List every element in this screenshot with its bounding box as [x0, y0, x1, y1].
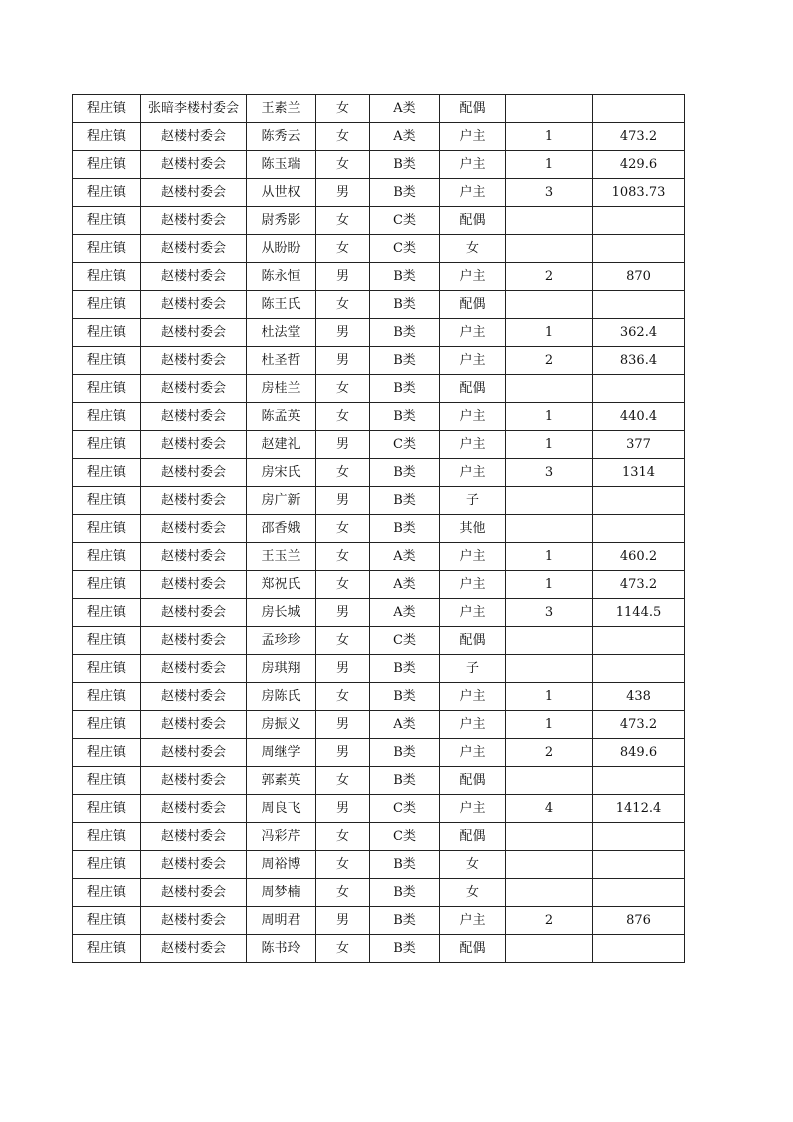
- gender-cell: 女: [316, 515, 370, 543]
- count-cell: 1: [506, 123, 593, 151]
- gender-cell: 女: [316, 571, 370, 599]
- relation-cell: 户主: [440, 347, 506, 375]
- village-cell: 赵楼村委会: [141, 515, 247, 543]
- count-cell: [506, 515, 593, 543]
- name-cell: 周裕博: [247, 851, 316, 879]
- category-cell: C类: [370, 235, 440, 263]
- table-row: [73, 683, 685, 711]
- amount-cell: 870: [593, 263, 685, 291]
- category-cell: B类: [370, 263, 440, 291]
- relation-cell: 户主: [440, 179, 506, 207]
- town-cell: 程庄镇: [73, 179, 141, 207]
- name-cell: 从世权: [247, 179, 316, 207]
- gender-cell: 女: [316, 95, 370, 123]
- name-cell: 尉秀影: [247, 207, 316, 235]
- count-cell: [506, 879, 593, 907]
- table-row: [73, 907, 685, 935]
- amount-cell: 460.2: [593, 543, 685, 571]
- town-cell: 程庄镇: [73, 543, 141, 571]
- category-cell: B类: [370, 767, 440, 795]
- gender-cell: 女: [316, 207, 370, 235]
- village-cell: 赵楼村委会: [141, 151, 247, 179]
- count-cell: [506, 487, 593, 515]
- gender-cell: 男: [316, 711, 370, 739]
- gender-cell: 女: [316, 235, 370, 263]
- category-cell: B类: [370, 683, 440, 711]
- amount-cell: 438: [593, 683, 685, 711]
- table-row: [73, 851, 685, 879]
- town-cell: 程庄镇: [73, 347, 141, 375]
- category-cell: A类: [370, 543, 440, 571]
- village-cell: 赵楼村委会: [141, 543, 247, 571]
- gender-cell: 女: [316, 683, 370, 711]
- village-cell: 赵楼村委会: [141, 263, 247, 291]
- relation-cell: 配偶: [440, 291, 506, 319]
- category-cell: B类: [370, 935, 440, 963]
- name-cell: 孟珍珍: [247, 627, 316, 655]
- amount-cell: 429.6: [593, 151, 685, 179]
- town-cell: 程庄镇: [73, 767, 141, 795]
- table-row: [73, 123, 685, 151]
- village-cell: 赵楼村委会: [141, 711, 247, 739]
- relation-cell: 配偶: [440, 823, 506, 851]
- village-cell: 赵楼村委会: [141, 655, 247, 683]
- table-row: [73, 515, 685, 543]
- table-row: [73, 207, 685, 235]
- count-cell: [506, 375, 593, 403]
- village-cell: 赵楼村委会: [141, 319, 247, 347]
- town-cell: 程庄镇: [73, 571, 141, 599]
- name-cell: 从盼盼: [247, 235, 316, 263]
- town-cell: 程庄镇: [73, 515, 141, 543]
- table-row: [73, 767, 685, 795]
- name-cell: 周明君: [247, 907, 316, 935]
- category-cell: B类: [370, 403, 440, 431]
- count-cell: 1: [506, 711, 593, 739]
- relation-cell: 户主: [440, 151, 506, 179]
- category-cell: B类: [370, 879, 440, 907]
- town-cell: 程庄镇: [73, 375, 141, 403]
- amount-cell: 362.4: [593, 319, 685, 347]
- table-row: [73, 263, 685, 291]
- gender-cell: 男: [316, 739, 370, 767]
- name-cell: 陈王氏: [247, 291, 316, 319]
- village-cell: 赵楼村委会: [141, 627, 247, 655]
- count-cell: 1: [506, 571, 593, 599]
- amount-cell: [593, 291, 685, 319]
- count-cell: [506, 207, 593, 235]
- town-cell: 程庄镇: [73, 627, 141, 655]
- relation-cell: 户主: [440, 319, 506, 347]
- town-cell: 程庄镇: [73, 151, 141, 179]
- amount-cell: 473.2: [593, 123, 685, 151]
- village-cell: 赵楼村委会: [141, 347, 247, 375]
- village-cell: 赵楼村委会: [141, 571, 247, 599]
- table-row: [73, 599, 685, 627]
- name-cell: 陈秀云: [247, 123, 316, 151]
- gender-cell: 女: [316, 375, 370, 403]
- relation-cell: 配偶: [440, 375, 506, 403]
- town-cell: 程庄镇: [73, 291, 141, 319]
- table-row: [73, 151, 685, 179]
- name-cell: 王素兰: [247, 95, 316, 123]
- name-cell: 房琪翔: [247, 655, 316, 683]
- village-cell: 赵楼村委会: [141, 403, 247, 431]
- gender-cell: 女: [316, 823, 370, 851]
- village-cell: 赵楼村委会: [141, 935, 247, 963]
- count-cell: [506, 851, 593, 879]
- town-cell: 程庄镇: [73, 851, 141, 879]
- table-body: [73, 95, 685, 963]
- gender-cell: 女: [316, 543, 370, 571]
- relation-cell: 户主: [440, 263, 506, 291]
- relation-cell: 户主: [440, 403, 506, 431]
- amount-cell: 1412.4: [593, 795, 685, 823]
- amount-cell: 440.4: [593, 403, 685, 431]
- amount-cell: 836.4: [593, 347, 685, 375]
- amount-cell: [593, 879, 685, 907]
- village-cell: 赵楼村委会: [141, 459, 247, 487]
- gender-cell: 女: [316, 767, 370, 795]
- gender-cell: 女: [316, 123, 370, 151]
- amount-cell: [593, 823, 685, 851]
- town-cell: 程庄镇: [73, 935, 141, 963]
- data-table: [72, 94, 685, 963]
- table-row: [73, 935, 685, 963]
- town-cell: 程庄镇: [73, 711, 141, 739]
- name-cell: 陈书玲: [247, 935, 316, 963]
- gender-cell: 男: [316, 263, 370, 291]
- name-cell: 房桂兰: [247, 375, 316, 403]
- name-cell: 杜法堂: [247, 319, 316, 347]
- relation-cell: 户主: [440, 795, 506, 823]
- count-cell: 3: [506, 599, 593, 627]
- town-cell: 程庄镇: [73, 655, 141, 683]
- relation-cell: 户主: [440, 431, 506, 459]
- town-cell: 程庄镇: [73, 739, 141, 767]
- village-cell: 赵楼村委会: [141, 123, 247, 151]
- relation-cell: 配偶: [440, 767, 506, 795]
- amount-cell: [593, 627, 685, 655]
- name-cell: 周良飞: [247, 795, 316, 823]
- gender-cell: 女: [316, 879, 370, 907]
- count-cell: [506, 95, 593, 123]
- count-cell: 1: [506, 151, 593, 179]
- count-cell: 3: [506, 459, 593, 487]
- count-cell: [506, 935, 593, 963]
- category-cell: B类: [370, 319, 440, 347]
- category-cell: C类: [370, 823, 440, 851]
- relation-cell: 女: [440, 235, 506, 263]
- name-cell: 杜圣哲: [247, 347, 316, 375]
- count-cell: 1: [506, 543, 593, 571]
- count-cell: [506, 235, 593, 263]
- gender-cell: 女: [316, 851, 370, 879]
- table-row: [73, 179, 685, 207]
- table-row: [73, 571, 685, 599]
- amount-cell: [593, 207, 685, 235]
- village-cell: 赵楼村委会: [141, 767, 247, 795]
- town-cell: 程庄镇: [73, 907, 141, 935]
- category-cell: B类: [370, 907, 440, 935]
- name-cell: 邵香娥: [247, 515, 316, 543]
- category-cell: B类: [370, 347, 440, 375]
- name-cell: 房陈氏: [247, 683, 316, 711]
- count-cell: [506, 767, 593, 795]
- relation-cell: 配偶: [440, 95, 506, 123]
- table-row: [73, 655, 685, 683]
- relation-cell: 户主: [440, 543, 506, 571]
- table-row: [73, 795, 685, 823]
- relation-cell: 女: [440, 851, 506, 879]
- gender-cell: 男: [316, 795, 370, 823]
- amount-cell: 377: [593, 431, 685, 459]
- amount-cell: [593, 851, 685, 879]
- category-cell: B类: [370, 515, 440, 543]
- village-cell: 张暗李楼村委会: [141, 95, 247, 123]
- gender-cell: 男: [316, 655, 370, 683]
- count-cell: 2: [506, 347, 593, 375]
- name-cell: 赵建礼: [247, 431, 316, 459]
- count-cell: 2: [506, 907, 593, 935]
- table-row: [73, 459, 685, 487]
- category-cell: B类: [370, 459, 440, 487]
- relation-cell: 配偶: [440, 207, 506, 235]
- amount-cell: 473.2: [593, 711, 685, 739]
- category-cell: B类: [370, 375, 440, 403]
- gender-cell: 男: [316, 179, 370, 207]
- table-row: [73, 627, 685, 655]
- count-cell: 1: [506, 319, 593, 347]
- town-cell: 程庄镇: [73, 487, 141, 515]
- category-cell: B类: [370, 291, 440, 319]
- relation-cell: 户主: [440, 739, 506, 767]
- table-row: [73, 823, 685, 851]
- relation-cell: 户主: [440, 711, 506, 739]
- count-cell: 1: [506, 683, 593, 711]
- town-cell: 程庄镇: [73, 823, 141, 851]
- category-cell: B类: [370, 179, 440, 207]
- amount-cell: [593, 935, 685, 963]
- category-cell: B类: [370, 151, 440, 179]
- relation-cell: 户主: [440, 459, 506, 487]
- category-cell: A类: [370, 571, 440, 599]
- amount-cell: 849.6: [593, 739, 685, 767]
- relation-cell: 配偶: [440, 627, 506, 655]
- name-cell: 陈永恒: [247, 263, 316, 291]
- count-cell: 4: [506, 795, 593, 823]
- amount-cell: [593, 375, 685, 403]
- village-cell: 赵楼村委会: [141, 907, 247, 935]
- village-cell: 赵楼村委会: [141, 207, 247, 235]
- gender-cell: 女: [316, 151, 370, 179]
- name-cell: 房宋氏: [247, 459, 316, 487]
- town-cell: 程庄镇: [73, 207, 141, 235]
- relation-cell: 子: [440, 655, 506, 683]
- count-cell: [506, 627, 593, 655]
- gender-cell: 女: [316, 403, 370, 431]
- village-cell: 赵楼村委会: [141, 739, 247, 767]
- gender-cell: 女: [316, 627, 370, 655]
- category-cell: C类: [370, 627, 440, 655]
- table-row: [73, 403, 685, 431]
- amount-cell: 473.2: [593, 571, 685, 599]
- name-cell: 周继学: [247, 739, 316, 767]
- relation-cell: 户主: [440, 599, 506, 627]
- table-row: [73, 739, 685, 767]
- name-cell: 冯彩芹: [247, 823, 316, 851]
- relation-cell: 户主: [440, 683, 506, 711]
- amount-cell: [593, 487, 685, 515]
- village-cell: 赵楼村委会: [141, 179, 247, 207]
- count-cell: 2: [506, 739, 593, 767]
- count-cell: 1: [506, 431, 593, 459]
- table-row: [73, 431, 685, 459]
- village-cell: 赵楼村委会: [141, 823, 247, 851]
- relation-cell: 其他: [440, 515, 506, 543]
- table-row: [73, 95, 685, 123]
- town-cell: 程庄镇: [73, 263, 141, 291]
- gender-cell: 男: [316, 347, 370, 375]
- amount-cell: 1083.73: [593, 179, 685, 207]
- town-cell: 程庄镇: [73, 879, 141, 907]
- table-row: [73, 347, 685, 375]
- category-cell: B类: [370, 487, 440, 515]
- table-row: [73, 711, 685, 739]
- count-cell: [506, 291, 593, 319]
- amount-cell: [593, 655, 685, 683]
- village-cell: 赵楼村委会: [141, 375, 247, 403]
- relation-cell: 配偶: [440, 935, 506, 963]
- gender-cell: 男: [316, 319, 370, 347]
- category-cell: B类: [370, 655, 440, 683]
- gender-cell: 男: [316, 599, 370, 627]
- name-cell: 房广新: [247, 487, 316, 515]
- town-cell: 程庄镇: [73, 431, 141, 459]
- amount-cell: [593, 95, 685, 123]
- village-cell: 赵楼村委会: [141, 235, 247, 263]
- name-cell: 郑祝氏: [247, 571, 316, 599]
- town-cell: 程庄镇: [73, 319, 141, 347]
- name-cell: 房长城: [247, 599, 316, 627]
- amount-cell: 1144.5: [593, 599, 685, 627]
- relation-cell: 户主: [440, 907, 506, 935]
- gender-cell: 女: [316, 935, 370, 963]
- gender-cell: 男: [316, 431, 370, 459]
- town-cell: 程庄镇: [73, 459, 141, 487]
- name-cell: 王玉兰: [247, 543, 316, 571]
- count-cell: [506, 655, 593, 683]
- village-cell: 赵楼村委会: [141, 795, 247, 823]
- amount-cell: [593, 235, 685, 263]
- amount-cell: 876: [593, 907, 685, 935]
- relation-cell: 户主: [440, 123, 506, 151]
- category-cell: B类: [370, 851, 440, 879]
- category-cell: A类: [370, 711, 440, 739]
- village-cell: 赵楼村委会: [141, 879, 247, 907]
- category-cell: B类: [370, 739, 440, 767]
- table-row: [73, 487, 685, 515]
- relation-cell: 户主: [440, 571, 506, 599]
- name-cell: 陈孟英: [247, 403, 316, 431]
- category-cell: C类: [370, 431, 440, 459]
- village-cell: 赵楼村委会: [141, 683, 247, 711]
- town-cell: 程庄镇: [73, 95, 141, 123]
- count-cell: 3: [506, 179, 593, 207]
- town-cell: 程庄镇: [73, 795, 141, 823]
- town-cell: 程庄镇: [73, 123, 141, 151]
- name-cell: 陈玉瑞: [247, 151, 316, 179]
- category-cell: C类: [370, 795, 440, 823]
- category-cell: C类: [370, 207, 440, 235]
- name-cell: 周梦楠: [247, 879, 316, 907]
- count-cell: 1: [506, 403, 593, 431]
- amount-cell: [593, 767, 685, 795]
- town-cell: 程庄镇: [73, 683, 141, 711]
- table-row: [73, 291, 685, 319]
- amount-cell: [593, 515, 685, 543]
- count-cell: [506, 823, 593, 851]
- gender-cell: 女: [316, 459, 370, 487]
- relation-cell: 子: [440, 487, 506, 515]
- table-row: [73, 543, 685, 571]
- category-cell: A类: [370, 123, 440, 151]
- amount-cell: 1314: [593, 459, 685, 487]
- category-cell: A类: [370, 95, 440, 123]
- gender-cell: 男: [316, 487, 370, 515]
- town-cell: 程庄镇: [73, 599, 141, 627]
- gender-cell: 女: [316, 291, 370, 319]
- table-row: [73, 879, 685, 907]
- gender-cell: 男: [316, 907, 370, 935]
- village-cell: 赵楼村委会: [141, 851, 247, 879]
- table-row: [73, 235, 685, 263]
- name-cell: 房振义: [247, 711, 316, 739]
- category-cell: A类: [370, 599, 440, 627]
- village-cell: 赵楼村委会: [141, 487, 247, 515]
- town-cell: 程庄镇: [73, 235, 141, 263]
- table-row: [73, 319, 685, 347]
- table-row: [73, 375, 685, 403]
- village-cell: 赵楼村委会: [141, 599, 247, 627]
- village-cell: 赵楼村委会: [141, 431, 247, 459]
- name-cell: 郭素英: [247, 767, 316, 795]
- relation-cell: 女: [440, 879, 506, 907]
- village-cell: 赵楼村委会: [141, 291, 247, 319]
- town-cell: 程庄镇: [73, 403, 141, 431]
- count-cell: 2: [506, 263, 593, 291]
